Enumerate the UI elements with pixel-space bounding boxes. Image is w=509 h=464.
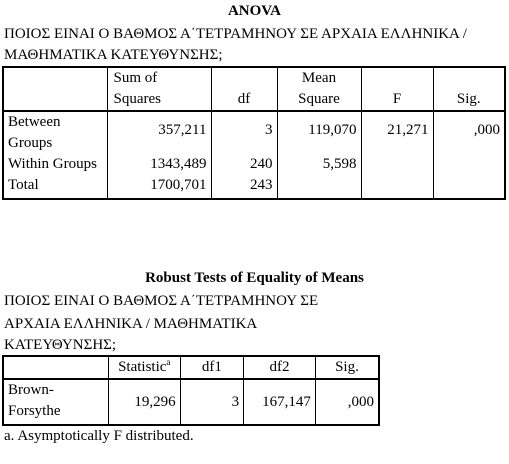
df1-cell: 3: [180, 379, 243, 425]
anova-subtitle-line1: ΠΟΙΟΣ ΕΙΝΑΙ Ο ΒΑΘΜΟΣ Α΄ΤΕΤΡΑΜΗΝΟΥ ΣΕ ΑΡΧΑΙΑ ΕΛΛΗΝΙΚΑ /: [4, 26, 467, 42]
mean-square-header-1: Mean: [301, 70, 337, 86]
table-row: [3, 111, 505, 154]
ms-cell: 5,598: [277, 154, 361, 175]
row-label-line1: Between: [8, 114, 61, 130]
table-row: [3, 154, 505, 175]
ss-cell: 1700,701: [107, 175, 211, 199]
df-header: df: [211, 67, 277, 111]
df-cell: 240: [211, 154, 277, 175]
sum-of-squares-header-1: Sum of: [113, 70, 158, 86]
anova-table: [2, 66, 506, 200]
robust-title: Robust Tests of Equality of Means: [145, 270, 364, 286]
statistic-cell: 19,296: [108, 379, 180, 425]
robust-subtitle-line2: ΑΡΧΑΙΑ ΕΛΛΗΝΙΚΑ / ΜΑΘΗΜΑΤΙΚΑ: [4, 316, 258, 332]
table-row: [3, 379, 379, 425]
anova-subtitle-line2: ΜΑΘΗΜΑΤΙΚΑ ΚΑΤΕΥΘΥΝΣΗΣ;: [4, 47, 223, 63]
sig-cell: ,000: [315, 379, 379, 425]
f-header: F: [361, 67, 433, 111]
df-cell: 243: [211, 175, 277, 199]
df-cell: 3: [211, 111, 277, 154]
row-label-line2: Forsythe: [8, 403, 61, 419]
sig-header: Sig.: [433, 67, 505, 111]
row-label-line1: Brown-: [8, 382, 54, 398]
ms-cell: 119,070: [277, 111, 361, 154]
robust-table: [2, 355, 380, 426]
robust-subtitle-line3: ΚΑΤΕΥΘΥΝΣΗΣ;: [4, 337, 117, 353]
sum-of-squares-header-2: Squares: [113, 91, 161, 107]
row-label: Total: [8, 177, 39, 193]
anova-header-row: [3, 67, 505, 111]
sig-cell: ,000: [433, 111, 505, 154]
f-cell: 21,271: [361, 111, 433, 154]
ss-cell: 357,211: [107, 111, 211, 154]
statistic-header: Statistic$^a$: [108, 356, 180, 379]
sig-header: Sig.: [315, 356, 379, 379]
anova-title: ANOVA: [227, 3, 282, 19]
ss-cell: 1343,489: [107, 154, 211, 175]
row-label: Within Groups: [8, 156, 97, 172]
robust-header-row: [3, 356, 379, 379]
row-label-line2: Groups: [8, 135, 53, 151]
df2-cell: 167,147: [244, 379, 316, 425]
table-row: [3, 175, 505, 199]
df1-header: df1: [180, 356, 243, 379]
robust-subtitle-line1: ΠΟΙΟΣ ΕΙΝΑΙ Ο ΒΑΘΜΟΣ Α΄ΤΕΤΡΑΜΗΝΟΥ ΣΕ: [4, 293, 319, 309]
statistic-footnote-marker: a: [166, 357, 171, 367]
mean-square-header-2: Square: [298, 91, 340, 107]
robust-footnote: a. Asymptotically F distributed.: [4, 428, 194, 444]
df2-header: df2: [244, 356, 316, 379]
